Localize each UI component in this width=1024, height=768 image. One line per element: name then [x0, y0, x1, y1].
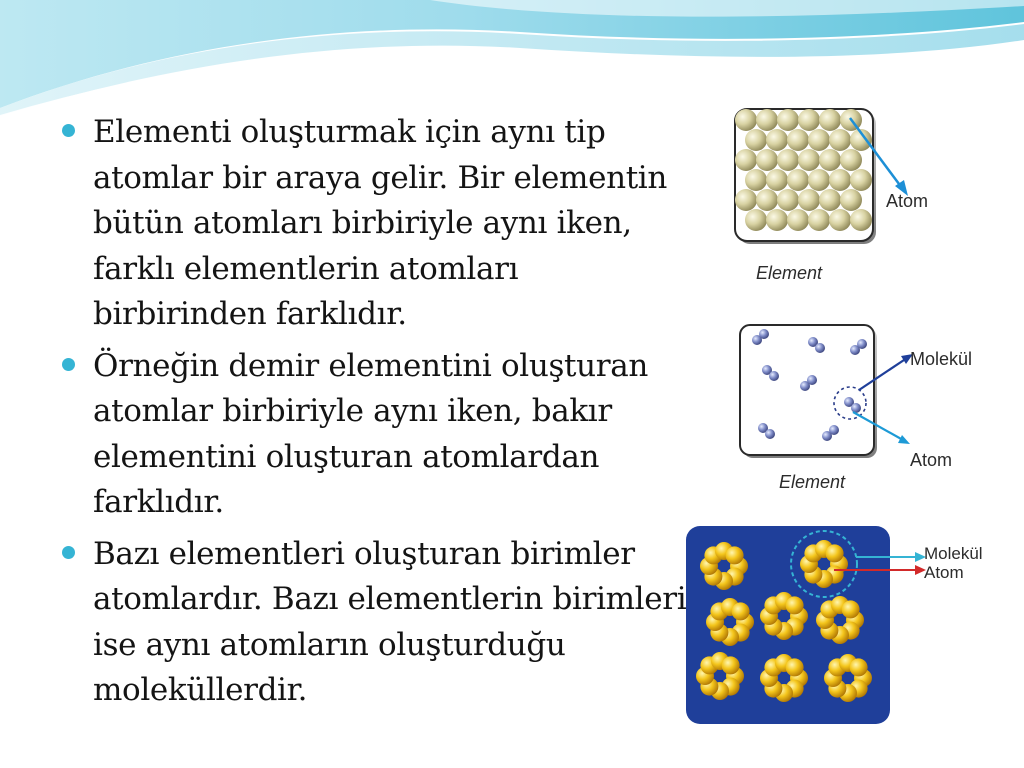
atom-sphere	[808, 169, 830, 191]
atom-sphere	[850, 169, 872, 191]
atom-sphere	[829, 169, 851, 191]
molecule-label: Molekül	[910, 349, 973, 369]
atom-sphere	[808, 129, 830, 151]
atom-label: Atom	[886, 191, 929, 211]
atom-sphere	[829, 129, 851, 151]
bullet-text: Bazı elementleri oluşturan birimler atomlardır. Bazı elementlerin birimleri ise aynı atomların oluşturduğu moleküllerdir.	[93, 535, 687, 708]
bullet-dot-icon	[62, 124, 75, 137]
ring-atom	[786, 658, 804, 676]
bullet-text: Örneğin demir elementini oluşturan atomlar birbiriyle aynı iken, bakır elementini oluşturan atomlardan farklıdır.	[93, 347, 648, 520]
atom-sphere	[819, 109, 841, 131]
atom-sphere	[787, 209, 809, 231]
atom-label: Atom	[910, 450, 953, 470]
molecule-atom	[807, 375, 817, 385]
header-wave-decoration	[0, 0, 1024, 120]
atom-sphere	[756, 109, 778, 131]
molecular-element-illustration	[735, 318, 993, 498]
bullet-dot-icon	[62, 358, 75, 371]
atom-sphere	[787, 169, 809, 191]
molecule-atom	[759, 329, 769, 339]
bullet-dot-icon	[62, 546, 75, 559]
bullet-item	[62, 110, 687, 338]
element-caption: Element	[756, 263, 823, 283]
atom-sphere	[798, 189, 820, 211]
ring-atom	[722, 656, 740, 674]
ring-atom	[786, 596, 804, 614]
ring-atom	[726, 546, 744, 564]
molecular-element-figure	[735, 318, 993, 498]
atom-sphere	[819, 149, 841, 171]
atom-sphere	[756, 149, 778, 171]
atom-sphere	[745, 209, 767, 231]
atom-sphere	[756, 189, 778, 211]
atom-sphere	[766, 169, 788, 191]
atomic-element-figure	[732, 104, 944, 290]
atom-sphere	[819, 189, 841, 211]
atom-sphere	[798, 109, 820, 131]
ring-atom	[850, 658, 868, 676]
atom-sphere	[735, 149, 757, 171]
ring-atom	[842, 600, 860, 618]
atom-sphere	[840, 149, 862, 171]
atom-sphere	[735, 189, 757, 211]
atom-sphere	[829, 209, 851, 231]
atom-sphere	[735, 109, 757, 131]
atom-sphere	[777, 149, 799, 171]
molecular-solid-figure	[684, 524, 996, 728]
molecule-atom	[815, 343, 825, 353]
molecule-atom	[851, 403, 861, 413]
molecule-label: Molekül	[924, 544, 983, 563]
bullet-list	[62, 110, 687, 720]
element-caption: Element	[779, 472, 846, 492]
atom-sphere	[808, 209, 830, 231]
bullet-text: Elementi oluşturmak için aynı tip atomlar bir araya gelir. Bir elementin bütün atomları birbiriyle aynı iken, farklı elementlerin atomları birbirinden farklıdır.	[93, 114, 667, 332]
molecule-atom	[765, 429, 775, 439]
atom-sphere	[745, 169, 767, 191]
atom-sphere	[798, 149, 820, 171]
atom-sphere	[766, 129, 788, 151]
atom-label: Atom	[924, 563, 964, 582]
atom-sphere	[777, 109, 799, 131]
atom-sphere	[777, 189, 799, 211]
atom-sphere	[745, 129, 767, 151]
atom-sphere	[766, 209, 788, 231]
atom-sphere	[840, 189, 862, 211]
bullet-item	[62, 344, 687, 526]
ring-atom	[826, 544, 844, 562]
atom-sphere	[787, 129, 809, 151]
ring-atom	[732, 602, 750, 620]
bullet-item	[62, 532, 687, 714]
molecule-atom	[829, 425, 839, 435]
molecule-atom	[857, 339, 867, 349]
atom-sphere	[850, 209, 872, 231]
molecule-atom	[769, 371, 779, 381]
